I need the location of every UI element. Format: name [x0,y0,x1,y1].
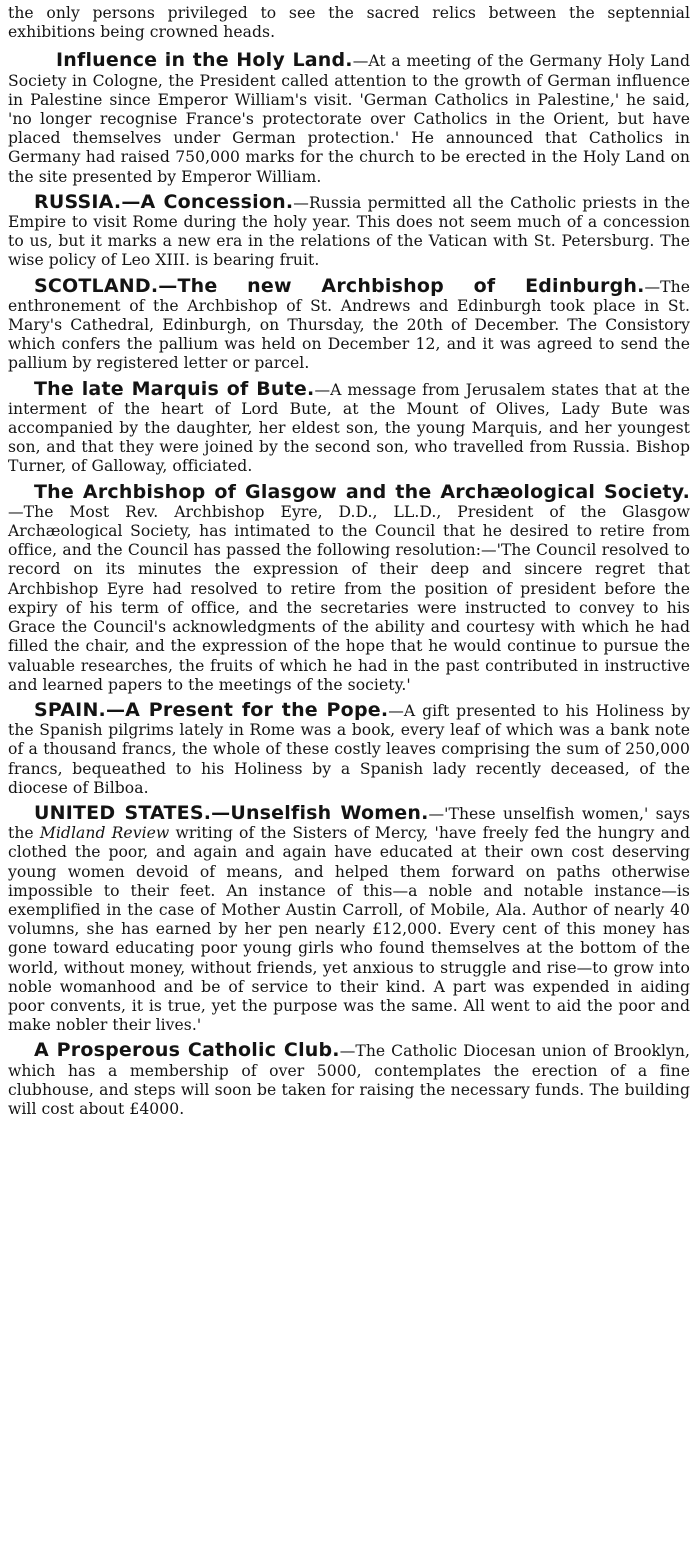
article-body: the only persons privileged to see the sacred relics between the septennial exhibitions being crowned heads. [8,4,690,42]
article-body: —'These unselfish women,' says the [8,804,690,843]
article-heading: A Prosperous Catholic Club. [34,1039,340,1062]
article-body: —The Catholic Diocesan union of Brooklyn, which has a membership of over 5000, contemplates the erection of a fine clubhouse, and steps will soon be taken for raising the necessary funds. The building will cost about £4000. [8,1042,691,1118]
article-scotland [8,274,690,374]
article-heading: Influence in the Holy Land. [56,49,353,72]
article-spain [8,698,690,798]
article-body: —The enthronement of the Archbishop of St. Andrews and Edinburgh took place in St. Mary's Cathedral, Edinburgh, on Thursday, the 20th of December. The Consistory which confers the pallium was held on December 12, and it was agreed to send the pallium by registered letter or parcel. [8,277,690,373]
article-body: —A gift presented to his Holiness by the Spanish pilgrims lately in Rome was a book, every leaf of which was a bank note of a thousand francs, the whole of these costly leaves comprising the sum of 250,000 francs, bequeathed to his Holiness by a Spanish lady recently deceased, of the diocese of Bilboa. [8,701,690,797]
article-continuation [8,4,690,42]
article-heading: UNITED STATES.—Unselfish Women. [34,801,429,824]
article-body: —The Most Rev. Archbishop Eyre, D.D., LL.D., President of the Glasgow Archæological Society, has intimated to the Council that he desired to retire from office, and the Council has passed the following resolution:—'The Council resolved to record on its minutes the expression of their deep and sincere regret that Archbishop Eyre had resolved to retire from the position of president before the expiry of his term of office, and the secretaries were instructed to convey to his Grace the Council's acknowledgments of the ability and courtesy with which he had filled the chair, and the expression of the hope that he would continue to pursue the valuable researches, the fruits of which he had in the past contributed in instructive and learned papers to the meetings of the society.' [8,502,690,694]
article-heading: SPAIN.—A Present for the Pope. [34,698,389,721]
publication-name: Midland Review [39,824,170,843]
article-glasgow-archaeological [8,480,690,695]
article-body: —Russia permitted all the Catholic priests in the Empire to visit Rome during the holy year. This does not seem much of a concession to us, but it marks a new era in the relations of the Vatican with St. Petersburg. The wise policy of Leo XIII. is bearing fruit. [8,193,690,270]
article-body: —A message from Jerusalem states that at the interment of the heart of Lord Bute, at the Mount of Olives, Lady Bute was accompanied by the daughter, her eldest son, the young Marquis, and her youngest son, and that they were joined by the second son, who travelled from Russia. Bishop Turner, of Galloway, officiated. [8,380,691,476]
article-heading: RUSSIA.—A Concession. [34,190,294,213]
article-catholic-club [8,1041,690,1119]
article-united-states [8,801,691,1035]
article-marquis-of-bute [8,377,691,477]
article-body: writing of the Sisters of Mercy, 'have freely fed the hungry and clothed the poor, and again and again have educated at their own cost deserving young women devoid of means, and helped them forward on paths otherwise impossible to their feet. An instance of this—a noble and notable instance—is exemplified in the case of Mother Austin Carroll, of Mobile, Ala. Author of nearly 40 volumns, she has earned by her pen nearly £12,000. Every cent of this money has gone toward educating poor young girls who found themselves at the bottom of the world, without money, without friends, yet anxious to struggle and rise—to grow into noble womanhood and be of service to their kind. A part was expended in aiding poor convents, it is true, yet the purpose was the same. All went to aid the poor and make nobler their lives.' [8,824,691,1035]
article-heading: The Archbishop of Glasgow and the Archæological Society. [34,480,690,503]
article-holy-land [8,51,690,186]
article-russia [8,190,690,271]
article-heading: The late Marquis of Bute. [34,377,315,400]
article-body: —At a meeting of the Germany Holy Land Society in Cologne, the President called attention to the growth of German influence in Palestine since Emperor William's visit. 'German Catholics in Palestine,' he said, 'no longer recognise France's protectorate over Catholics in the Orient, but have placed themselves under German protection.' He announced that Catholics in Germany had raised 750,000 marks for the church to be erected in the Holy Land on the site presented by Emperor William. [8,52,690,186]
article-heading: SCOTLAND.—The new Archbishop of Edinburgh. [34,274,645,297]
